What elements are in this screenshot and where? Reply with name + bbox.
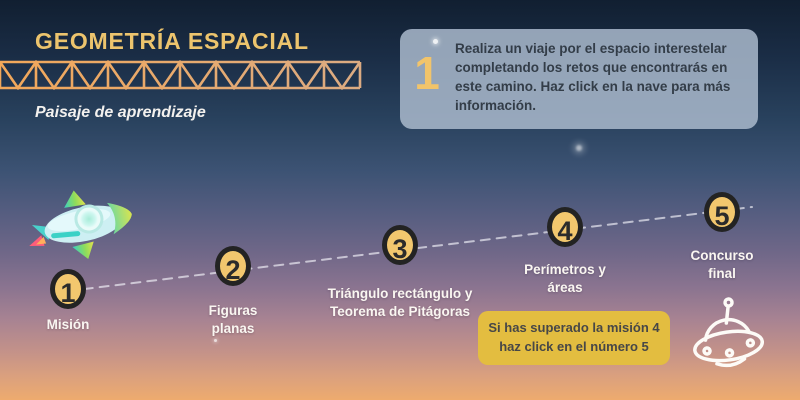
intro-card — [400, 29, 758, 129]
milestone-2-circle[interactable]: 2 — [215, 246, 251, 286]
rocket-icon[interactable] — [24, 188, 136, 262]
intro-card-number: 1 — [414, 47, 440, 99]
page-title: GEOMETRÍA ESPACIAL — [35, 28, 309, 54]
intro-card-text: Realiza un viaje por el espacio interestelar completando los retos que encontrarás en este camino. Haz click en la nave para más información. — [455, 41, 731, 113]
milestone-1-label: Misión — [46, 317, 90, 332]
milestone-5-circle[interactable]: 5 — [704, 192, 740, 232]
hint-note: Si has superado la misión 4 haz click en el número 5 — [478, 311, 670, 365]
ufo-icon[interactable] — [676, 290, 780, 394]
milestone-4-label: Perímetros y áreas — [524, 262, 606, 296]
page-subtitle: Paisaje de aprendizaje — [35, 104, 206, 121]
milestone-5-label: Concurso final — [690, 248, 754, 282]
milestone-3-circle[interactable]: 3 — [382, 225, 418, 265]
milestone-3-label: Triángulo rectángulo y Teorema de Pitágoras — [327, 286, 473, 320]
milestone-1-circle[interactable]: 1 — [50, 269, 86, 309]
milestone-4-circle[interactable]: 4 — [547, 207, 583, 247]
milestone-2-label: Figuras planas — [208, 303, 258, 337]
